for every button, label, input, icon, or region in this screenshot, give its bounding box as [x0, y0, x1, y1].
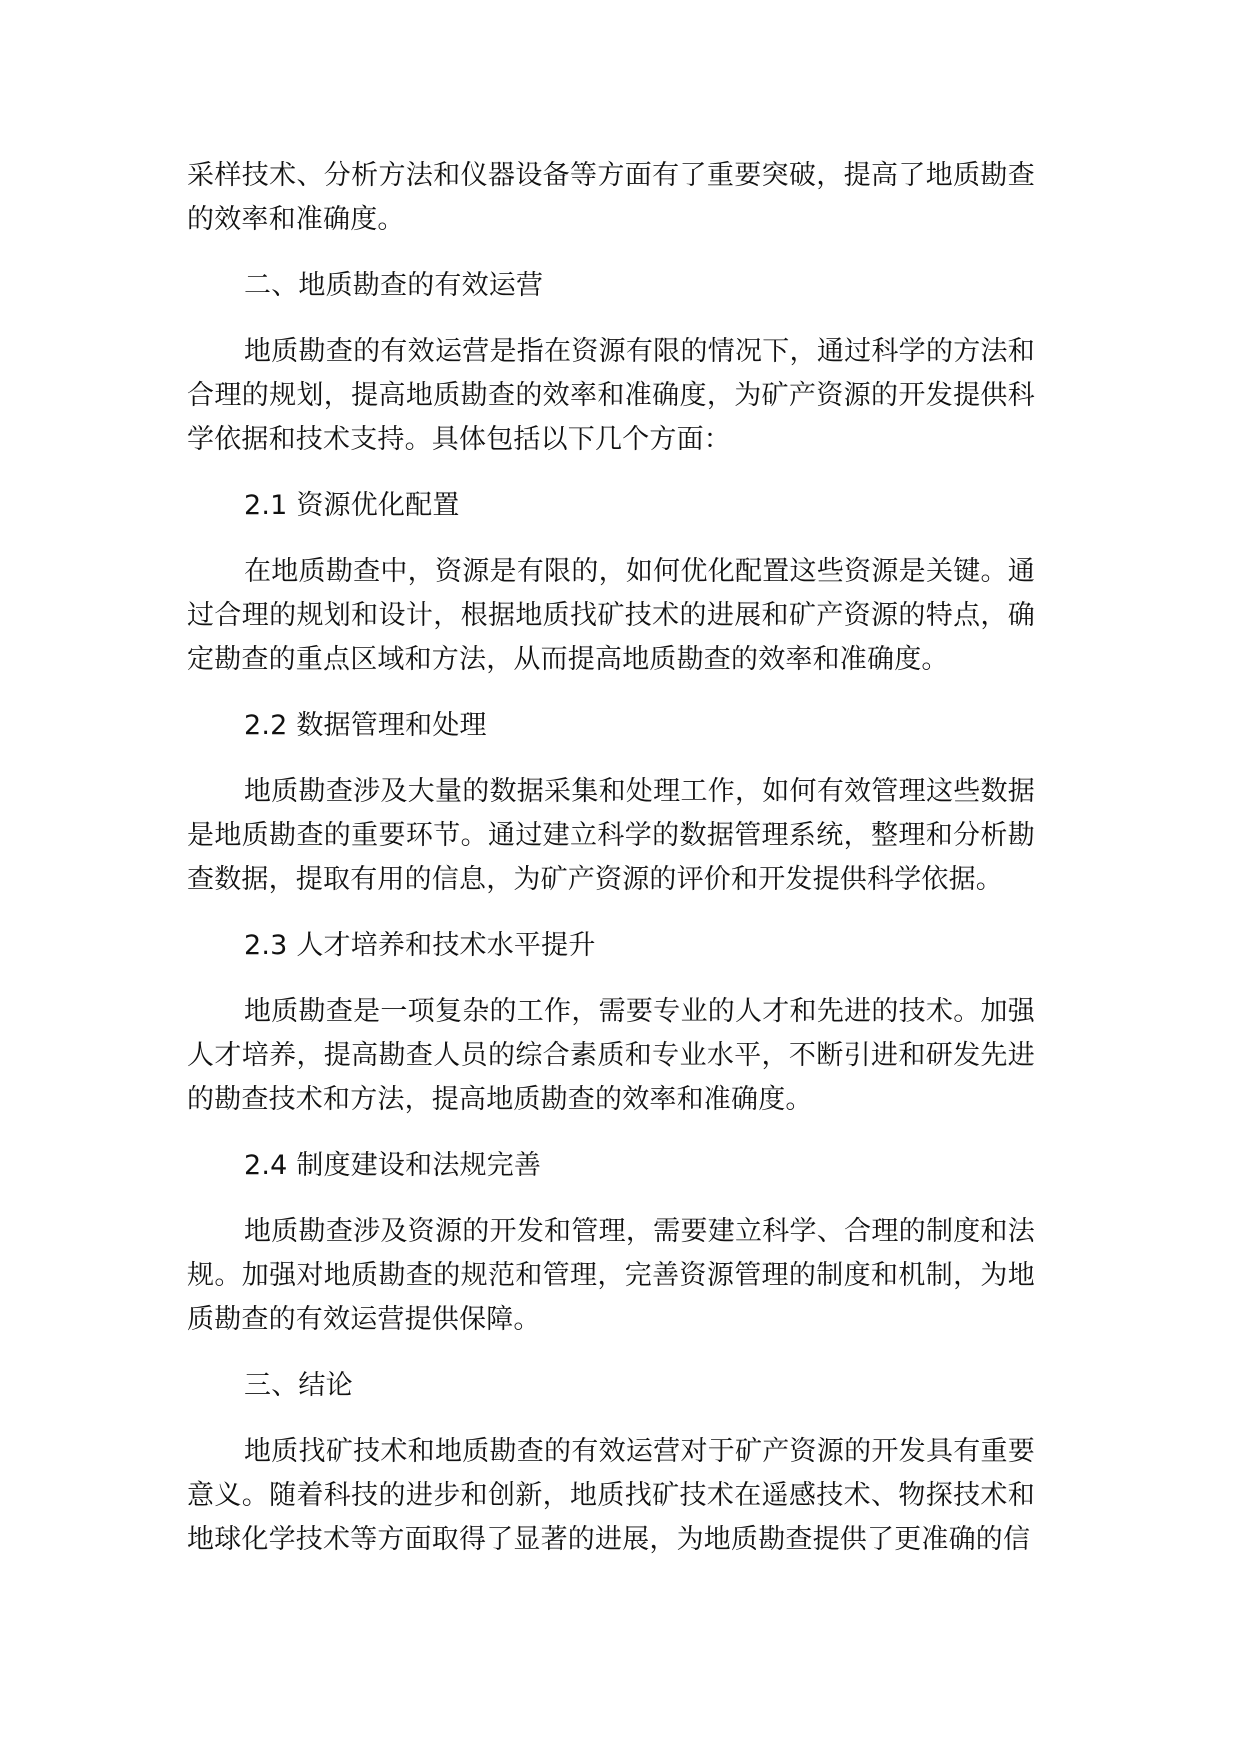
paragraph-conclusion: 地质找矿技术和地质勘查的有效运营对于矿产资源的开发具有重要意义。随着科技的进步和创新，地质找矿技术在遥感技术、物探技术和地球化学技术等方面取得了显著的进展，为地质勘查提供了更准确的信: [187, 1436, 1035, 1555]
paragraph-regulations: 地质勘查涉及资源的开发和管理，需要建立科学、合理的制度和法规。加强对地质勘查的规范和管理，完善资源管理的制度和机制，为地质勘查的有效运营提供保障。: [187, 1216, 1035, 1335]
paragraph-operation-intro: 地质勘查的有效运营是指在资源有限的情况下，通过科学的方法和合理的规划，提高地质勘查的效率和准确度，为矿产资源的开发提供科学依据和技术支持。具体包括以下几个方面：: [187, 336, 1035, 455]
subheading-talent-training: 2.3 人才培养和技术水平提升: [244, 930, 596, 961]
paragraph-continuation: 采样技术、分析方法和仪器设备等方面有了重要突破，提高了地质勘查的效率和准确度。: [187, 160, 1035, 235]
paragraph-resource-allocation: 在地质勘查中，资源是有限的，如何优化配置这些资源是关键。通过合理的规划和设计，根据地质找矿技术的进展和矿产资源的特点，确定勘查的重点区域和方法，从而提高地质勘查的效率和准确度。: [187, 556, 1035, 675]
subheading-data-management: 2.2 数据管理和处理: [244, 710, 487, 741]
document-body: [187, 154, 1035, 1584]
section-heading-conclusion: 三、结论: [244, 1370, 353, 1401]
section-heading-effective-operation: 二、地质勘查的有效运营: [244, 270, 544, 301]
paragraph-talent-training: 地质勘查是一项复杂的工作，需要专业的人才和先进的技术。加强人才培养，提高勘查人员的综合素质和专业水平，不断引进和研发先进的勘查技术和方法，提高地质勘查的效率和准确度。: [187, 996, 1035, 1115]
paragraph-data-management: 地质勘查涉及大量的数据采集和处理工作，如何有效管理这些数据是地质勘查的重要环节。通过建立科学的数据管理系统，整理和分析勘查数据，提取有用的信息，为矿产资源的评价和开发提供科学依据。: [187, 776, 1035, 895]
subheading-resource-allocation: 2.1 资源优化配置: [244, 490, 460, 521]
subheading-regulations: 2.4 制度建设和法规完善: [244, 1150, 542, 1181]
